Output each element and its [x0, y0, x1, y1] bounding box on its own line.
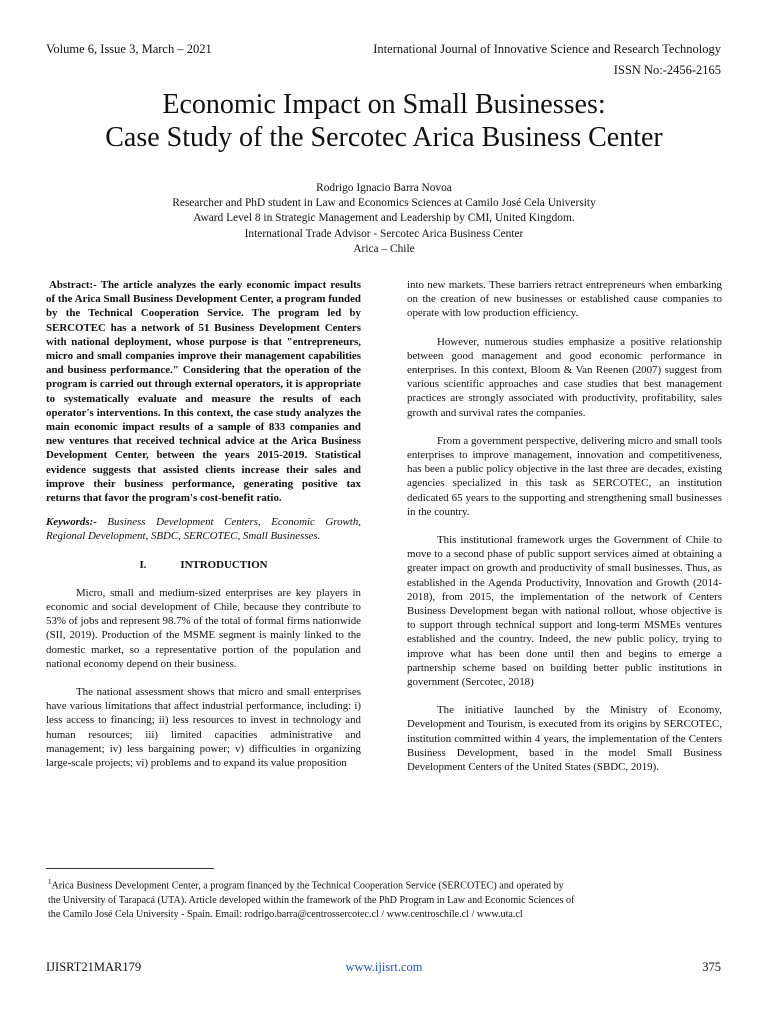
keywords — [46, 515, 361, 543]
keywords-text: Business Development Centers, Economic Growth, Regional Development, SBDC, SERCOTEC, Small Businesses. — [46, 516, 361, 543]
section-title: INTRODUCTION — [180, 558, 268, 571]
journal-name: International Journal of Innovative Science and Research Technology — [373, 42, 721, 56]
abstract: Abstract:- The article analyzes the early economic impact results of the Arica Small Business Development Center, a program funded by the Technical Cooperation Service. The program led by SERCOTEC has a network of 51 Business Development Centers with national deployment, whose purpose is that "entrepreneurs, micro and small companies improve their management capabilities and business performance." Considering that the operation of the program is carried out through external operators, it is appropriate to systematically evaluate and measure the results of each operator's interventions. In this context, the case study analyzes the main economic impact results of a sample of 833 companies and new ventures that received technical advice at the Arica Business Development Center, between the years 2015-2019. Statistical evidence suggests that assisted clients increase their sales and improve their business performance, generating positive tax returns that favor the program's cost-benefit ratio. — [46, 279, 361, 505]
footnote — [48, 875, 688, 922]
footnote-divider — [46, 868, 214, 869]
author-name: Rodrigo Ignacio Barra Novoa — [316, 182, 452, 194]
paragraph: Micro, small and medium-sized enterprises are key players in economic and social development of Chile, because they contribute to 53% of jobs and represent 98.7% of the total of formal firms nationwide (SII, 2019). Production of the MSME segment is mainly linked to the domestic market, so a representative portion of the population and national economy depend on their business. — [46, 586, 361, 670]
footnote-text-1: Arica Business Development Center, a program financed by the Technical Cooperation Service (SERCOTEC) and operated by — [51, 880, 564, 892]
page-number: 375 — [702, 960, 721, 974]
paper-title — [0, 88, 768, 154]
volume-issue: Volume 6, Issue 3, March – 2021 — [46, 42, 212, 56]
footnote-line-1 — [48, 875, 688, 894]
author-block — [0, 181, 768, 257]
footnote-line-3: the Camilo José Cela University - Spain. Email: rodrigo.barra@centrossercotec.cl / www.centroschile.cl / www.uta.cl — [48, 908, 523, 920]
paragraph: However, numerous studies emphasize a positive relationship between good management and good economic performance in enterprises. In this context, Bloom & Van Reenen (2007) suggest from various scientific approaches and case studies that best management practices are strongly associated with productivity, profitability, sales growth and survival rates the companies. — [407, 335, 722, 419]
website-link[interactable]: www.ijisrt.com — [345, 960, 423, 974]
section-number: I. — [139, 558, 147, 571]
title-line-2: Case Study of the Sercotec Arica Business Center — [105, 122, 663, 153]
title-line-1: Economic Impact on Small Businesses: — [162, 89, 606, 120]
affiliation-2: Award Level 8 in Strategic Management and Leadership by CMI, United Kingdom. — [193, 212, 575, 225]
affiliation-1: Researcher and PhD student in Law and Economics Sciences at Camilo José Cela University — [172, 197, 596, 210]
right-column — [407, 278, 722, 774]
footer-website — [0, 960, 768, 975]
author-location: Arica – Chile — [353, 242, 415, 255]
paragraph: This institutional framework urges the Government of Chile to move to a second phase of public support services aimed at obtaining a greater impact on growth and productivity of small businesses. Thus, as established in the Agenda Productivity, Innovation and Growth (2014-2018), from 2015, the implementation of the network of Centers Business Development began with national rollout, whose objective is to support through technical support and long-term MSMEs ventures established and the country. Indeed, the new public policy, trying to improve what has been done until then and begins to emerge a partnership scheme based on building better public institutions in government (Sercotec, 2018) — [407, 534, 722, 689]
footnote-marker: 1 — [48, 878, 52, 886]
section-heading — [46, 558, 361, 572]
paragraph: From a government perspective, delivering micro and small tools enterprises to improve management, innovation and competitiveness, has been a public policy objective in the last three are decades, existing agencies specialized in this task as SERCOTEC, an institution dedicated 65 years to the supporting and strengthening small businesses in the country. — [407, 434, 722, 518]
paragraph: The initiative launched by the Ministry of Economy, Development and Tourism, is executed from its origins by SERCOTEC, institution committed within 4 years, the implementation of the Centers Business Development, based in the model Small Business Development Centers of the United States (SBDC, 2019). — [407, 704, 722, 774]
paragraph: The national assessment shows that micro and small enterprises have various limitations that affect industrial performance, including: i) less access to financing; ii) less resources to invest in technology and human resources; iii) limited capacities administrative and management; iv) less bargaining power; v) difficulties in organizing large-scale projects; vi) problems and to expand its value proposition — [46, 686, 361, 770]
issn: ISSN No:-2456-2165 — [613, 63, 721, 77]
paper-code: IJISRT21MAR179 — [46, 960, 142, 974]
left-column — [46, 278, 361, 770]
footnote-line-2: the University of Tarapacá (UTA). Article developed within the framework of the PhD Program in Law and Economic Sciences of — [48, 894, 575, 906]
keywords-label: Keywords:- — [46, 516, 97, 529]
paragraph: into new markets. These barriers retract entrepreneurs when embarking on the creation of new businesses or established cause companies to operate with low production efficiency. — [407, 279, 722, 320]
affiliation-3: International Trade Advisor - Sercotec Arica Business Center — [244, 227, 524, 240]
